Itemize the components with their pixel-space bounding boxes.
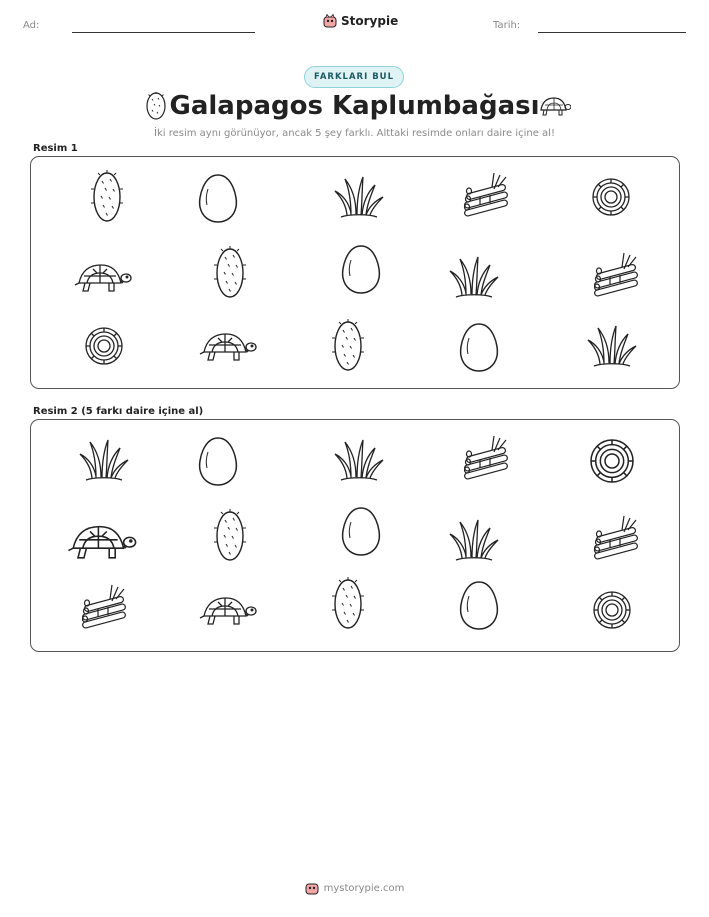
p2-cactus[interactable] <box>318 574 378 634</box>
p1-egg <box>188 167 248 227</box>
name-line[interactable] <box>72 32 255 33</box>
storypie-logo-icon <box>323 14 337 28</box>
name-label: Ad: <box>23 20 40 31</box>
p2-tortoise-large[interactable] <box>66 505 138 577</box>
p1-shell <box>74 316 134 376</box>
p2-egg[interactable] <box>449 574 509 634</box>
page-title: Galapagos Kaplumbağası <box>169 91 540 121</box>
p1-tortoise <box>73 247 133 307</box>
p2-egg[interactable] <box>188 430 248 490</box>
storypie-logo-icon <box>305 881 319 895</box>
p1-shell <box>581 167 641 227</box>
p2-shell-large[interactable] <box>577 426 647 496</box>
p1-grass <box>444 247 504 307</box>
p1-egg <box>449 316 509 376</box>
picture2-label: Resim 2 (5 farkı daire içine al) <box>33 406 204 417</box>
p1-sticks <box>586 247 646 307</box>
p1-cactus <box>77 167 137 227</box>
p1-tortoise <box>198 316 258 376</box>
footer <box>0 881 709 895</box>
p2-cactus[interactable] <box>200 506 260 566</box>
p2-egg[interactable] <box>331 500 391 560</box>
date-label: Tarih: <box>493 20 521 31</box>
p2-sticks[interactable] <box>586 510 646 570</box>
activity-badge: FARKLARI BUL <box>304 66 404 88</box>
brand-name: Storypie <box>341 14 399 28</box>
tortoise-icon <box>537 95 571 117</box>
p1-cactus <box>318 316 378 376</box>
p1-grass <box>329 167 389 227</box>
p2-tortoise[interactable] <box>198 580 258 640</box>
date-line[interactable] <box>538 32 686 33</box>
p1-cactus <box>200 243 260 303</box>
p1-sticks <box>456 167 516 227</box>
p2-shell-changed[interactable] <box>582 580 642 640</box>
instructions: İki resim aynı görünüyor, ancak 5 şey farklı. Alttaki resimde onları daire içine al! <box>154 128 555 139</box>
p1-grass <box>582 316 642 376</box>
picture1-label: Resim 1 <box>33 143 78 154</box>
footer-url[interactable]: mystorypie.com <box>323 882 405 894</box>
p2-sticks[interactable] <box>456 430 516 490</box>
p1-egg <box>331 238 391 298</box>
p2-sticks-changed[interactable] <box>74 579 134 639</box>
p2-grass[interactable] <box>74 430 134 490</box>
brand-logo <box>323 14 398 28</box>
p2-grass[interactable] <box>444 510 504 570</box>
p2-grass[interactable] <box>329 430 389 490</box>
